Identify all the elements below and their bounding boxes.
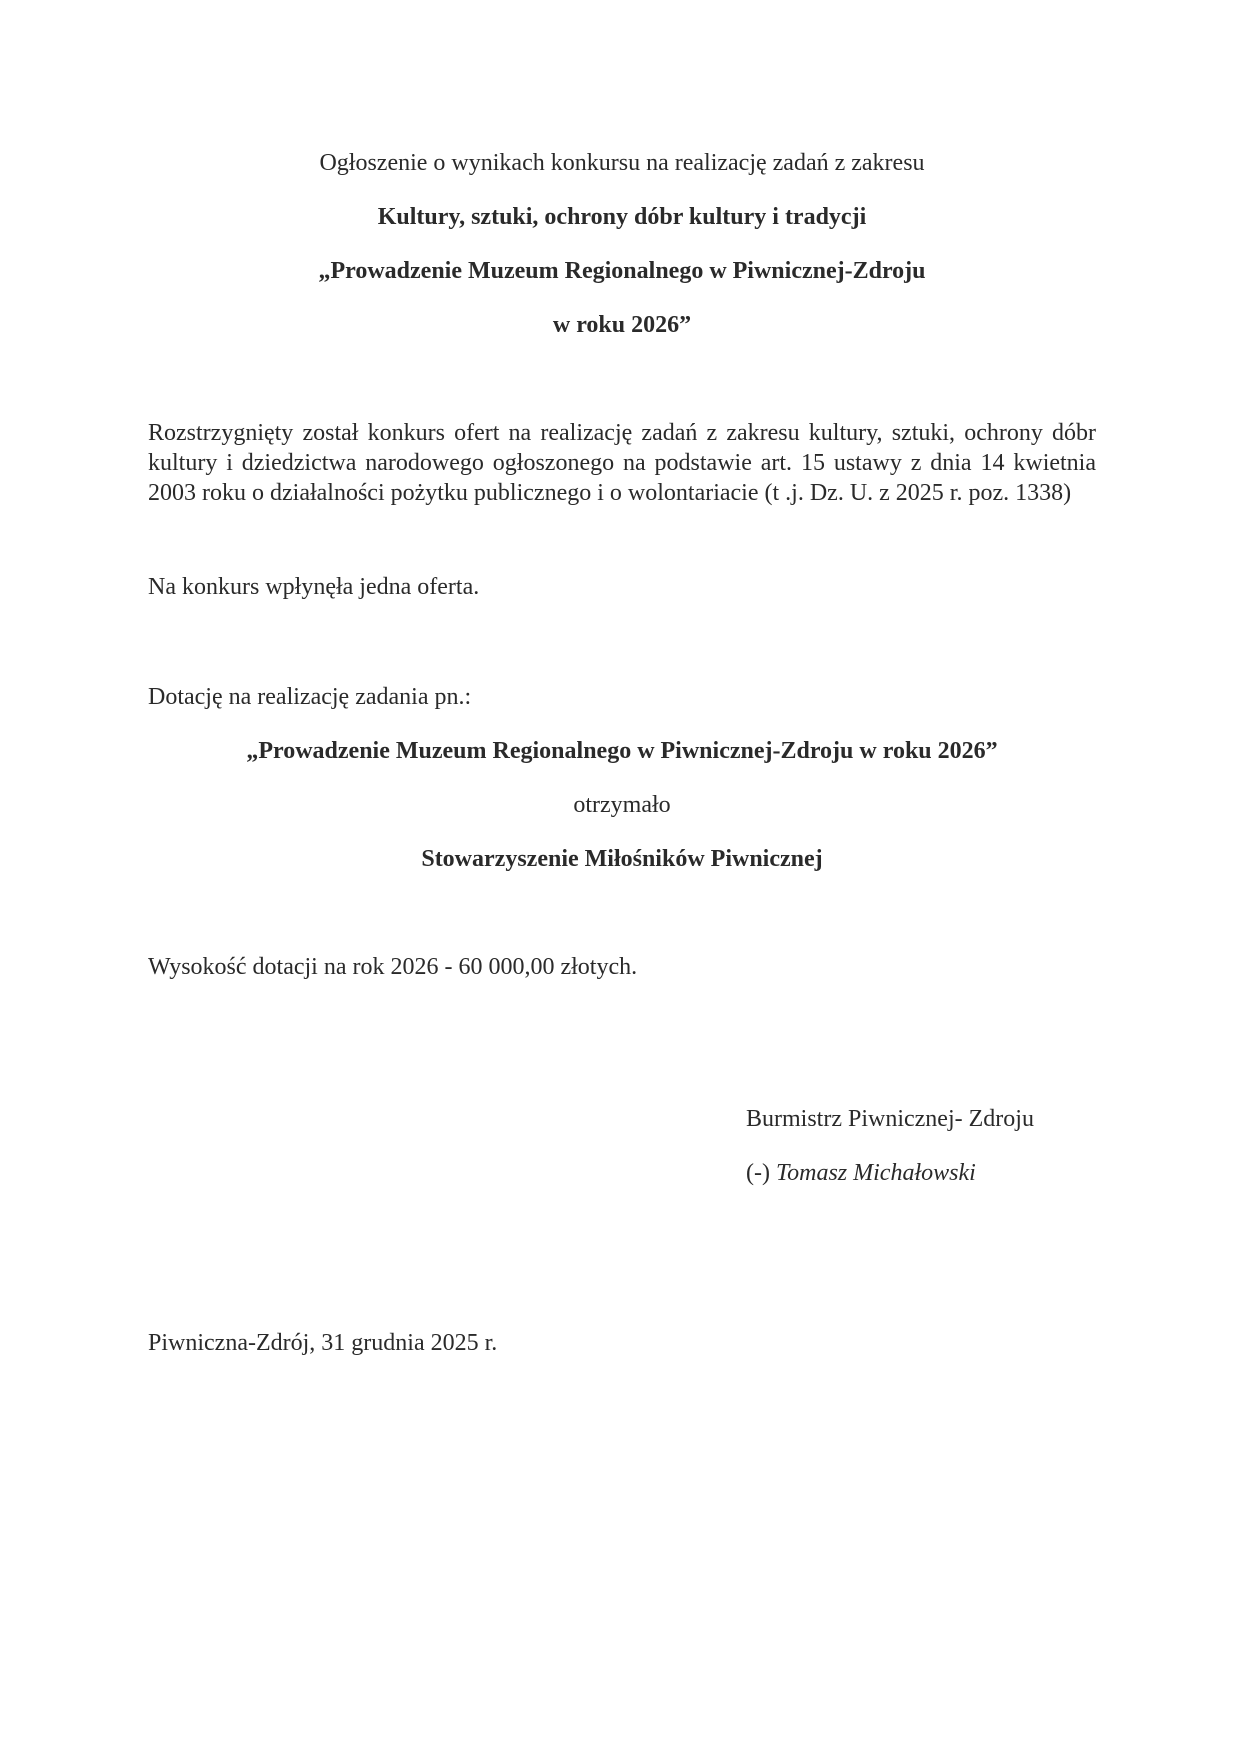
signatory-title: Burmistrz Piwnicznej- Zdroju xyxy=(746,1106,1034,1132)
grant-received-label: otrzymało xyxy=(573,792,671,818)
signatory-name: Tomasz Michałowski xyxy=(775,1160,976,1186)
signatory-line xyxy=(746,1158,976,1188)
place-and-date: Piwniczna-Zdrój, 31 grudnia 2025 r. xyxy=(148,1330,498,1356)
resolution-paragraph: Rozstrzygnięty został konkurs ofert na realizację zadań z zakresu kultury, sztuki, ochrony dóbr kultury i dziedzictwa narodowego ogłoszonego na podstawie art. 15 ustawy z dnia 14 kwietnia 2003 roku o działalności pożytku publicznego i o wolontariacie (t .j. Dz. U. z 2025 r. poz. 1338) xyxy=(148,420,1096,506)
grant-recipient: Stowarzyszenie Miłośników Piwnicznej xyxy=(421,846,823,872)
announcement-heading: Ogłoszenie o wynikach konkursu na realizację zadań z zakresu xyxy=(319,150,925,176)
announcement-task-year: w roku 2026” xyxy=(552,312,692,338)
announcement-task-title: „Prowadzenie Muzeum Regionalnego w Piwnicznej-Zdroju xyxy=(318,258,926,284)
grant-intro: Dotację na realizację zadania pn.: xyxy=(148,684,472,710)
offers-count-paragraph: Na konkurs wpłynęła jedna oferta. xyxy=(148,574,480,600)
grant-task-name: „Prowadzenie Muzeum Regionalnego w Piwnicznej-Zdroju w roku 2026” xyxy=(246,738,998,764)
announcement-scope: Kultury, sztuki, ochrony dóbr kultury i tradycji xyxy=(377,204,867,230)
signature-prefix: (-) xyxy=(746,1160,776,1186)
grant-amount: Wysokość dotacji na rok 2026 - 60 000,00 złotych. xyxy=(148,954,638,980)
